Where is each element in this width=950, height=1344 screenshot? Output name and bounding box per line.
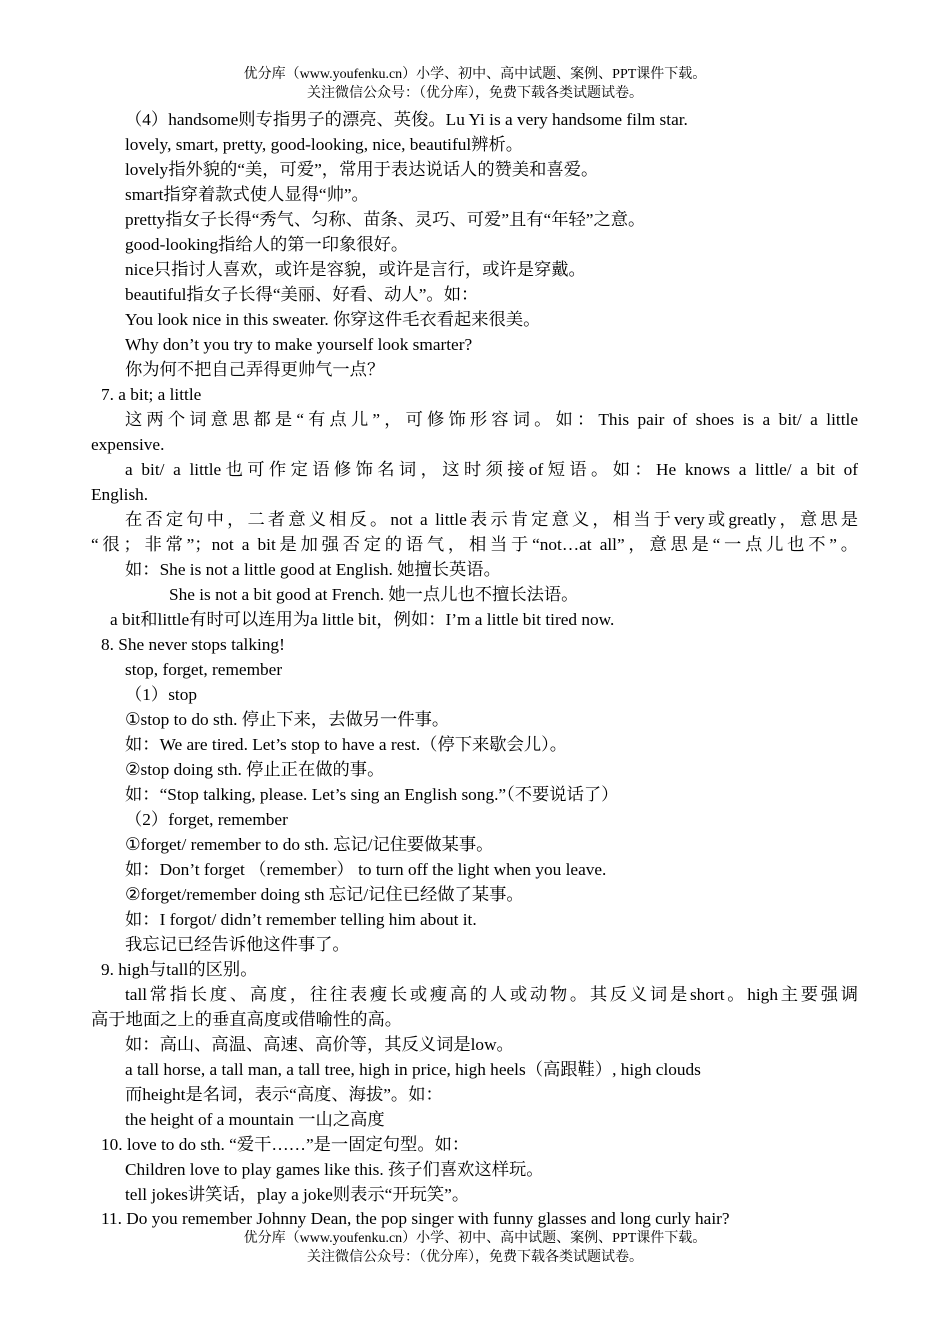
text-line: “很；非常”；not a bit是加强否定的语气，相当于“not…at all”，意思是“一点儿也不”。: [91, 535, 858, 554]
text-line: expensive.: [91, 435, 165, 454]
text-line: a bit和little有时可以连用为a little bit，例如：I’m a little bit tired now.: [110, 610, 615, 629]
section-heading: 8. She never stops talking!: [101, 635, 285, 654]
section-heading: 10. love to do sth. “爱干……”是一固定句型。如：: [101, 1135, 470, 1154]
text-line: good-looking指给人的第一印象很好。: [125, 235, 409, 254]
text-line: ②stop doing sth. 停止正在做的事。: [125, 760, 385, 779]
text-line: ①forget/ remember to do sth. 忘记/记住要做某事。: [125, 835, 494, 854]
text-line: ①stop to do sth. 停止下来，去做另一件事。: [125, 710, 450, 729]
text-line: （4）handsome则专指男子的漂亮、英俊。Lu Yi is a very handsome film star.: [125, 110, 688, 129]
text-line: 在否定句中，二者意义相反。not a little表示肯定意义，相当于very或greatly，意思是: [125, 510, 858, 529]
text-line: tall常指长度、高度，往往表瘦长或瘦高的人或动物。其反义词是short。high主要强调: [125, 985, 858, 1004]
text-line: 如：Don’t forget （remember） to turn off the light when you leave.: [125, 860, 607, 879]
text-line: 这两个词意思都是“有点儿”，可修饰形容词。如：This pair of shoes is a bit/ a little: [125, 410, 858, 429]
text-line: She is not a bit good at French. 她一点儿也不擅长法语。: [169, 585, 579, 604]
text-line: （2）forget, remember: [125, 810, 288, 829]
text-line: （1）stop: [125, 685, 198, 704]
text-line: 如：We are tired. Let’s stop to have a rest.（停下来歇会儿）。: [125, 735, 568, 754]
text-line: the height of a mountain 一山之高度: [125, 1110, 385, 1129]
text-line: a tall horse, a tall man, a tall tree, high in price, high heels（高跟鞋）, high clouds: [125, 1060, 701, 1079]
text-line: 如：She is not a little good at English. 她擅长英语。: [125, 560, 501, 579]
section-heading: 9. high与tall的区别。: [101, 960, 258, 979]
page-footer-line-1: 优分库（www.youfenku.cn）小学、初中、高中试题、案例、PPT课件下载。: [243, 1231, 707, 1246]
page-header-line-1: 优分库（www.youfenku.cn）小学、初中、高中试题、案例、PPT课件下载。: [243, 67, 707, 82]
text-line: a bit/ a little也可作定语修饰名词，这时须接of短语。如：He knows a little/ a bit of: [125, 460, 858, 479]
text-line: You look nice in this sweater. 你穿这件毛衣看起来很美。: [125, 310, 541, 329]
text-line: 如：“Stop talking, please. Let’s sing an English song.”（不要说话了）: [125, 785, 619, 804]
text-line: pretty指女子长得“秀气、匀称、苗条、灵巧、可爱”且有“年轻”之意。: [125, 210, 646, 229]
section-heading: 7. a bit; a little: [101, 385, 202, 404]
text-line: stop, forget, remember: [125, 660, 283, 679]
page-header-line-2: 关注微信公众号：（优分库），免费下载各类试题试卷。: [307, 86, 643, 101]
text-line: 如：I forgot/ didn’t remember telling him about it.: [125, 910, 477, 929]
page-footer-line-2: 关注微信公众号：（优分库），免费下载各类试题试卷。: [307, 1250, 643, 1265]
text-line: 如：高山、高温、高速、高价等，其反义词是low。: [125, 1035, 514, 1054]
text-line: ②forget/remember doing sth 忘记/记住已经做了某事。: [125, 885, 524, 904]
section-heading: 11. Do you remember Johnny Dean, the pop singer with funny glasses and long curly hair?: [101, 1209, 730, 1228]
text-line: beautiful指女子长得“美丽、好看、动人”。如：: [125, 285, 479, 304]
text-line: tell jokes讲笑话，play a joke则表示“开玩笑”。: [125, 1185, 470, 1204]
text-line: English.: [91, 485, 149, 504]
text-line: nice只指讨人喜欢，或许是容貌，或许是言行，或许是穿戴。: [125, 260, 586, 279]
text-line: smart指穿着款式使人显得“帅”。: [125, 185, 369, 204]
text-line: 你为何不把自己弄得更帅气一点？: [125, 360, 385, 379]
text-line: 我忘记已经告诉他这件事了。: [125, 935, 350, 954]
text-line: Why don’t you try to make yourself look smarter?: [125, 335, 473, 354]
text-line: lovely指外貌的“美，可爱”，常用于表达说话人的赞美和喜爱。: [125, 160, 599, 179]
text-line: 高于地面之上的垂直高度或借喻性的高。: [91, 1010, 403, 1029]
text-line: lovely, smart, pretty, good-looking, nice, beautiful辨析。: [125, 135, 524, 154]
text-line: 而height是名词，表示“高度、海拔”。如：: [125, 1085, 443, 1104]
text-line: Children love to play games like this. 孩子们喜欢这样玩。: [125, 1160, 544, 1179]
